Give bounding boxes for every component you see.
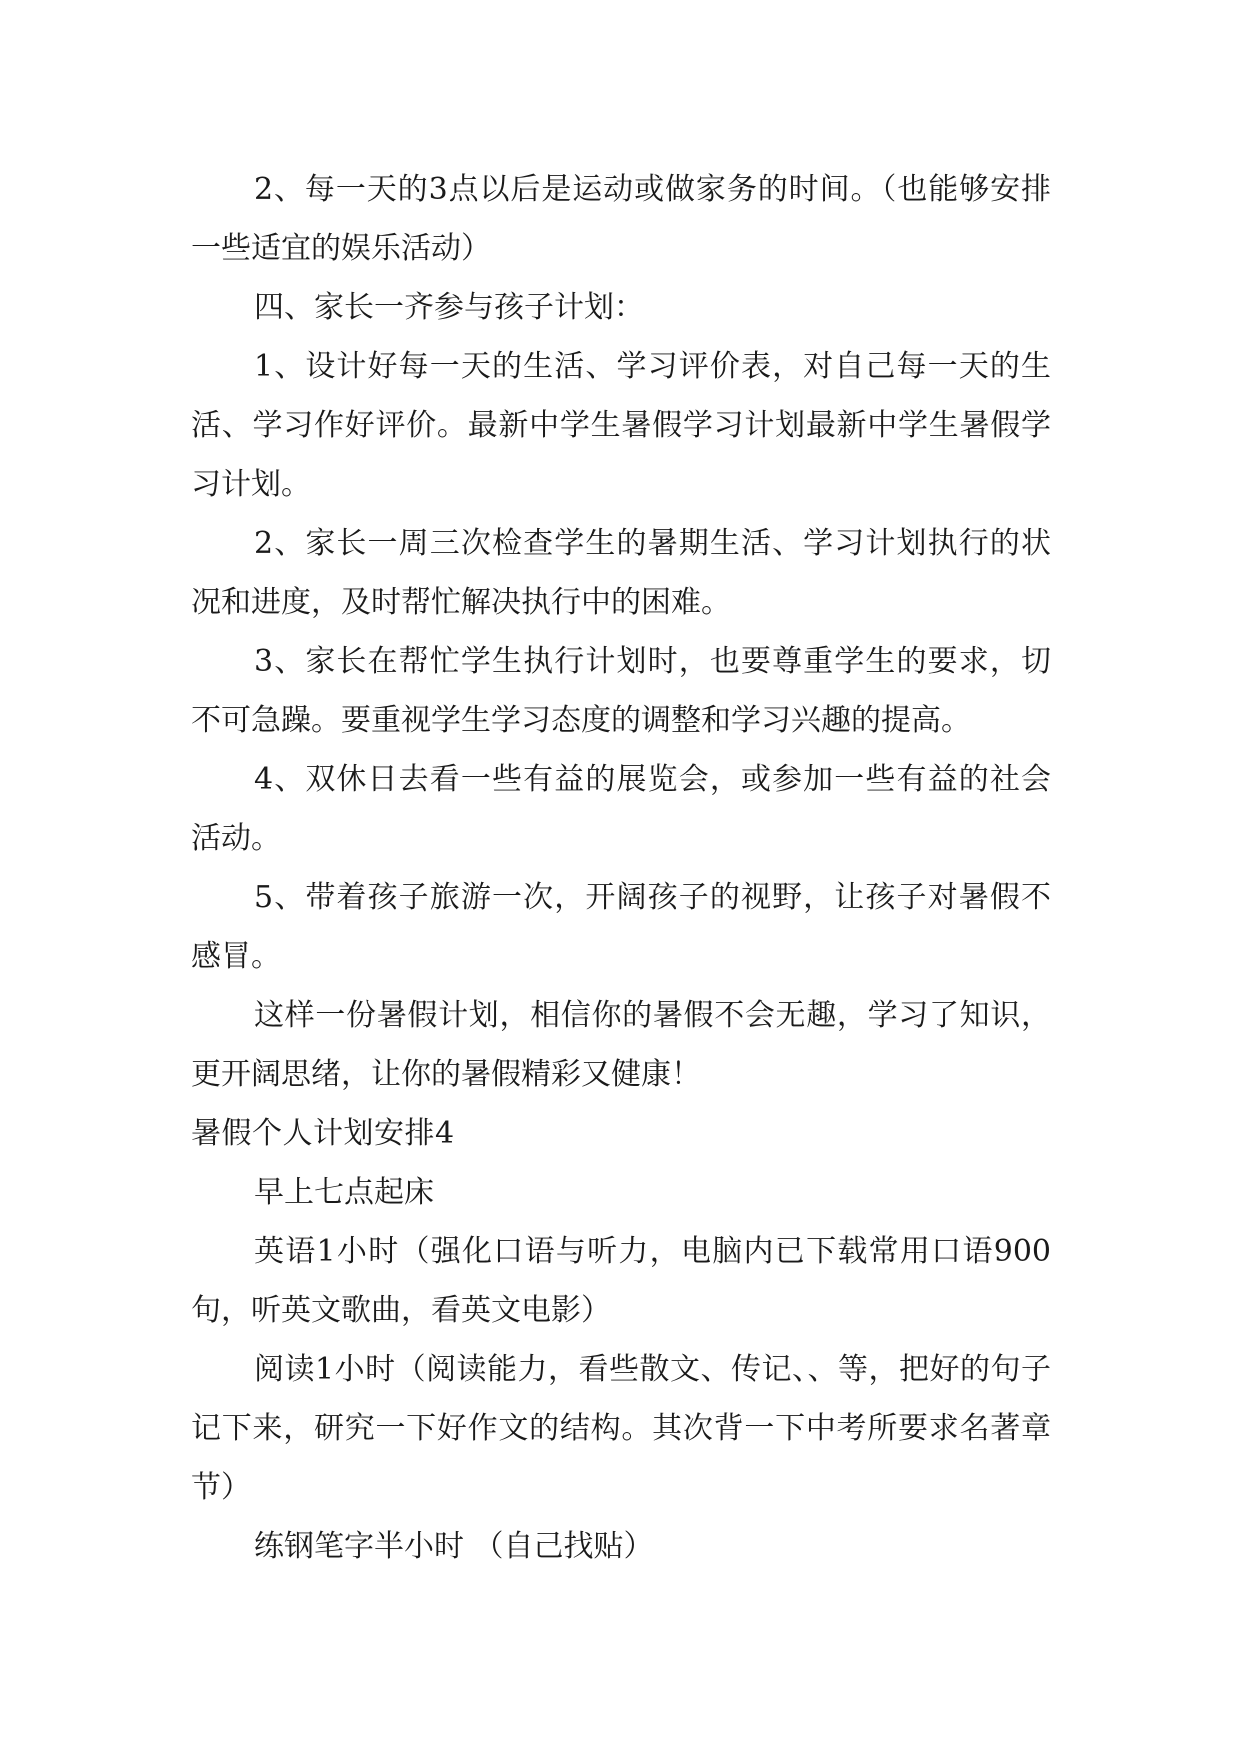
paragraph-weekly-check: 2、家长一周三次检查学生的暑期生活、学习计划执行的状况和进度，及时帮忙解决执行中的困难。: [191, 526, 1051, 620]
section-heading-parents: 四、家长一齐参与孩子计划：: [254, 290, 644, 325]
section-title-plan-4: 暑假个人计划安排4: [191, 1116, 455, 1151]
paragraph-reading: 阅读1小时（阅读能力，看些散文、传记、、等，把好的句子记下来，研究一下好作文的结构。其次背一下中考所要求名著章节）: [191, 1352, 1051, 1505]
paragraph-evaluation-form: 1、设计好每一天的生活、学习评价表，对自己每一天的生活、学习作好评价。最新中学生暑假学习计划最新中学生暑假学习计划。: [191, 349, 1051, 502]
paragraph-respect-student: 3、家长在帮忙学生执行计划时，也要尊重学生的要求，切不可急躁。要重视学生学习态度的调整和学习兴趣的提高。: [191, 644, 1051, 738]
paragraph-weekend-exhibitions: 4、双休日去看一些有益的展览会，或参加一些有益的社会活动。: [191, 762, 1051, 856]
paragraph-travel: 5、带着孩子旅游一次，开阔孩子的视野，让孩子对暑假不感冒。: [191, 880, 1051, 974]
paragraph-english: 英语1小时（强化口语与听力，电脑内已下载常用口语900句，听英文歌曲，看英文电影）: [191, 1234, 1051, 1328]
paragraph-calligraphy: 练钢笔字半小时 （自己找贴）: [254, 1529, 654, 1564]
paragraph-wake-up: 早上七点起床: [254, 1175, 434, 1210]
paragraph-conclusion: 这样一份暑假计划，相信你的暑假不会无趣，学习了知识，更开阔思绪，让你的暑假精彩又健康！: [191, 998, 1051, 1092]
document-body: [191, 160, 1051, 1576]
paragraph-item-2-chores: 2、每一天的3点以后是运动或做家务的时间。（也能够安排一些适宜的娱乐活动）: [191, 172, 1051, 266]
